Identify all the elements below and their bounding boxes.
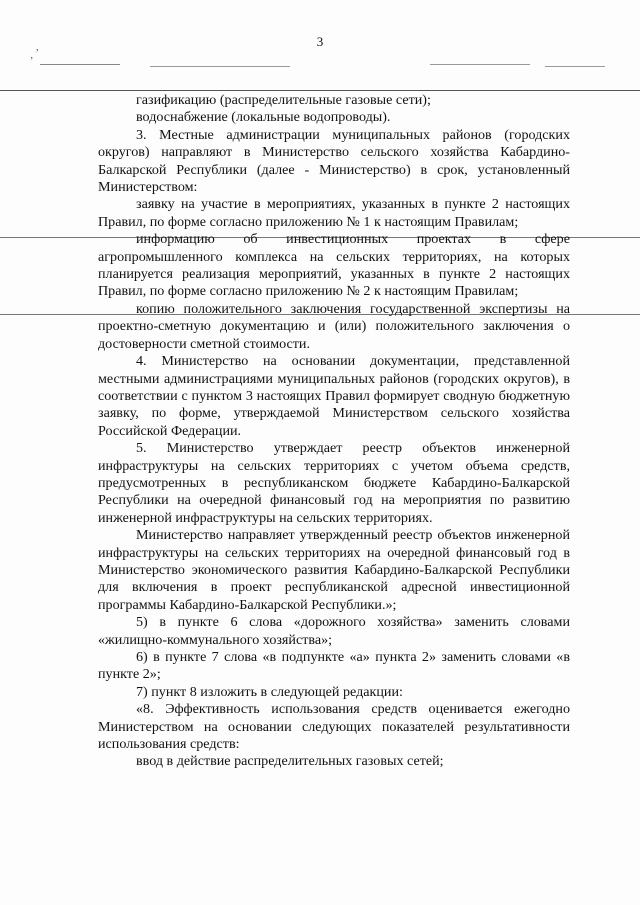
- paragraph: 3. Местные администрации муниципальных районов (городских округов) направляют в Министерство сельского хозяйства Кабардино-Балкарской Республики (далее - Министерство) в срок, установленный Министерством:: [98, 126, 570, 196]
- scan-artifact-line: [150, 66, 290, 67]
- paragraph: 5) в пункте 6 слова «дорожного хозяйства» заменить словами «жилищно-коммунального хозяйства»;: [98, 614, 570, 648]
- paragraph: информацию об инвестиционных проектах в сфере агропромышленного комплекса на сельских территориях, на которых планируется реализация мероприятий, указанных в пункте 2 настоящих Правил, по форме согласно приложению № 2 к настоящим Правилам;: [98, 231, 570, 300]
- scan-mark: ,: [36, 42, 39, 53]
- scan-artifact-line: [0, 90, 640, 91]
- scan-artifact-line: [430, 64, 530, 65]
- paragraph: ввод в действие распределительных газовых сетей;: [136, 753, 444, 770]
- scan-artifact-line: [545, 66, 605, 67]
- paragraph: Министерство направляет утвержденный реестр объектов инженерной инфраструктуры на сельских территориях на очередной финансовый год в Министерство экономического развития Кабардино-Балкарской Республики для включения в проект республиканской адресной инвестиционной программы Кабардино-Балкарской Республики.»;: [98, 527, 570, 613]
- paragraph: 7) пункт 8 изложить в следующей редакции:: [136, 683, 403, 700]
- paragraph: газификацию (распределительные газовые сети);: [136, 92, 431, 108]
- paragraph: 6) в пункте 7 слова «в подпункте «а» пункта 2» заменить словами «в пункте 2»;: [98, 649, 570, 683]
- scan-artifact-line: [40, 64, 120, 65]
- scan-mark: ’: [30, 56, 34, 67]
- page-number: 3: [316, 34, 324, 49]
- paragraph: «8. Эффективность использования средств оценивается ежегодно Министерством на основании следующих показателей результативности использования средств:: [98, 701, 570, 753]
- document-body: [98, 92, 570, 771]
- paragraph: копию положительного заключения государственной экспертизы на проектно-сметную документацию и (или) положительного заключения о достоверности сметной стоимости.: [98, 300, 570, 352]
- paragraph: 5. Министерство утверждает реестр объектов инженерной инфраструктуры на сельских территориях с учетом объема средств, предусмотренных в республиканском бюджете Кабардино-Балкарской Республики на очередной финансовый год на мероприятия по развитию инженерной инфраструктуры на сельских территориях.: [98, 440, 570, 526]
- paragraph: 4. Министерство на основании документации, представленной местными администрациями муниципальных районов (городских округов), в соответствии с пунктом 3 настоящих Правил формирует сводную бюджетную заявку, по форме, утверждаемой Министерством сельского хозяйства Российской Федерации.: [98, 353, 570, 439]
- paragraph: водоснабжение (локальные водопроводы).: [136, 109, 391, 126]
- paragraph: заявку на участие в мероприятиях, указанных в пункте 2 настоящих Правил, по форме согласно приложению № 1 к настоящим Правилам;: [98, 196, 570, 230]
